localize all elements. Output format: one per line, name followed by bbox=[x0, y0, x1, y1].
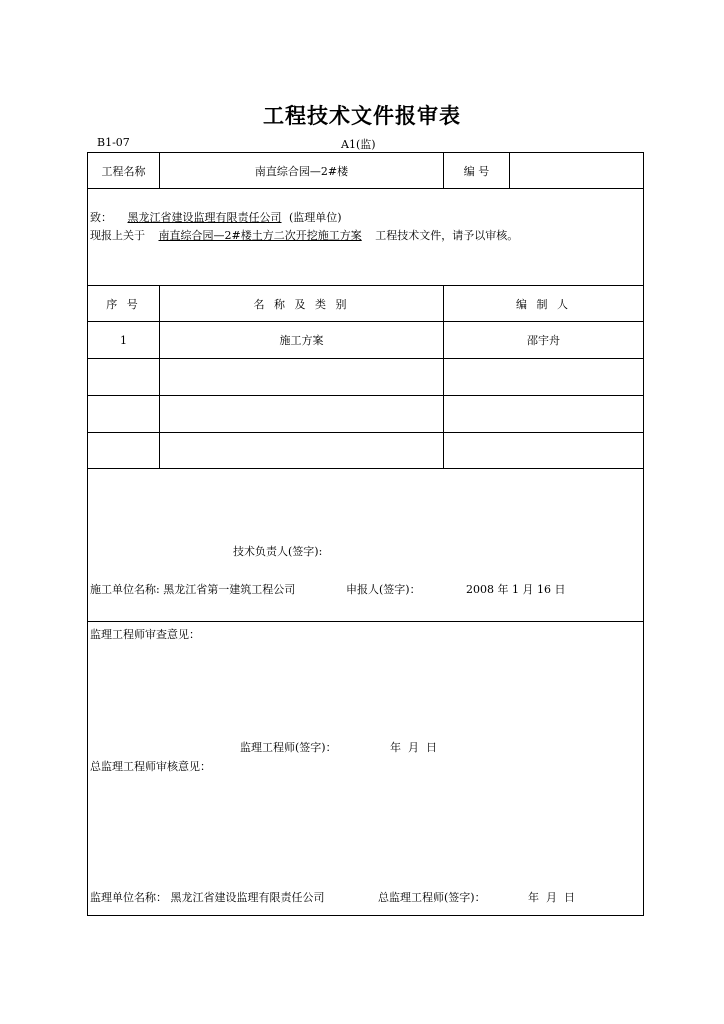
item-preparer[interactable]: 邵宇舟 bbox=[444, 322, 644, 359]
submission-row bbox=[88, 189, 644, 286]
about-prefix: 现报上关于 bbox=[90, 229, 145, 242]
contractor-date: 2008 年 1 月 16 日 bbox=[466, 583, 566, 596]
project-number-value[interactable] bbox=[510, 153, 644, 189]
header-preparer: 编 制 人 bbox=[444, 286, 644, 322]
tech-lead-sign[interactable]: 技术负责人(签字): bbox=[233, 545, 323, 558]
chief-opinion-label[interactable]: 总监理工程师审核意见： bbox=[90, 760, 211, 773]
project-number-label: 编 号 bbox=[444, 153, 510, 189]
item-name[interactable] bbox=[160, 396, 444, 433]
contractor-unit-name: 黑龙江省第一建筑工程公司 bbox=[163, 583, 296, 596]
table-row bbox=[88, 322, 644, 359]
submission-to-line bbox=[90, 209, 342, 225]
item-seq[interactable] bbox=[88, 433, 160, 469]
contractor-unit-label: 施工单位名称: bbox=[90, 583, 160, 596]
table-row bbox=[88, 396, 644, 433]
form-type: A1(监) bbox=[341, 138, 376, 151]
item-preparer[interactable] bbox=[444, 359, 644, 396]
contractor-line bbox=[90, 581, 295, 597]
item-name[interactable] bbox=[160, 433, 444, 469]
supervision-unit-label: 监理单位名称： bbox=[90, 891, 167, 904]
supervisor-date[interactable]: 年 月 日 bbox=[390, 741, 437, 754]
submission-about-line bbox=[90, 227, 518, 243]
header-name-category: 名 称 及 类 别 bbox=[160, 286, 444, 322]
review-form bbox=[87, 152, 644, 916]
item-seq[interactable]: 1 bbox=[88, 322, 160, 359]
item-preparer[interactable] bbox=[444, 396, 644, 433]
project-row bbox=[88, 153, 644, 189]
chief-date[interactable]: 年 月 日 bbox=[528, 891, 575, 904]
to-suffix: (监理单位) bbox=[289, 211, 342, 224]
about-subject[interactable]: 南直综合园—2#楼土方二次开挖施工方案 bbox=[158, 229, 362, 242]
supervision-unit-line bbox=[90, 889, 325, 905]
contractor-row bbox=[88, 469, 644, 622]
table-row bbox=[88, 359, 644, 396]
supervisor-sign[interactable]: 监理工程师(签字)： bbox=[240, 741, 337, 754]
to-unit[interactable]: 黑龙江省建设监理有限责任公司 bbox=[127, 211, 282, 224]
about-suffix: 工程技术文件，请予以审核。 bbox=[375, 229, 519, 242]
project-name-label: 工程名称 bbox=[88, 153, 160, 189]
review-row bbox=[88, 622, 644, 916]
supervision-unit-name: 黑龙江省建设监理有限责任公司 bbox=[170, 891, 325, 904]
project-name-value[interactable]: 南直综合园—2#楼 bbox=[160, 153, 444, 189]
header-seq: 序 号 bbox=[88, 286, 160, 322]
item-seq[interactable] bbox=[88, 359, 160, 396]
applicant-sign[interactable]: 申报人(签字)： bbox=[346, 583, 421, 596]
item-seq[interactable] bbox=[88, 396, 160, 433]
items-header-row bbox=[88, 286, 644, 322]
to-prefix: 致： bbox=[90, 211, 112, 224]
supervisor-opinion-label[interactable]: 监理工程师审查意见： bbox=[90, 628, 200, 641]
chief-sign[interactable]: 总监理工程师(签字)： bbox=[378, 891, 486, 904]
table-row bbox=[88, 433, 644, 469]
form-code: B1-07 bbox=[97, 136, 130, 149]
item-preparer[interactable] bbox=[444, 433, 644, 469]
page-title: 工程技术文件报审表 bbox=[263, 103, 461, 128]
item-name[interactable] bbox=[160, 359, 444, 396]
item-name[interactable]: 施工方案 bbox=[160, 322, 444, 359]
